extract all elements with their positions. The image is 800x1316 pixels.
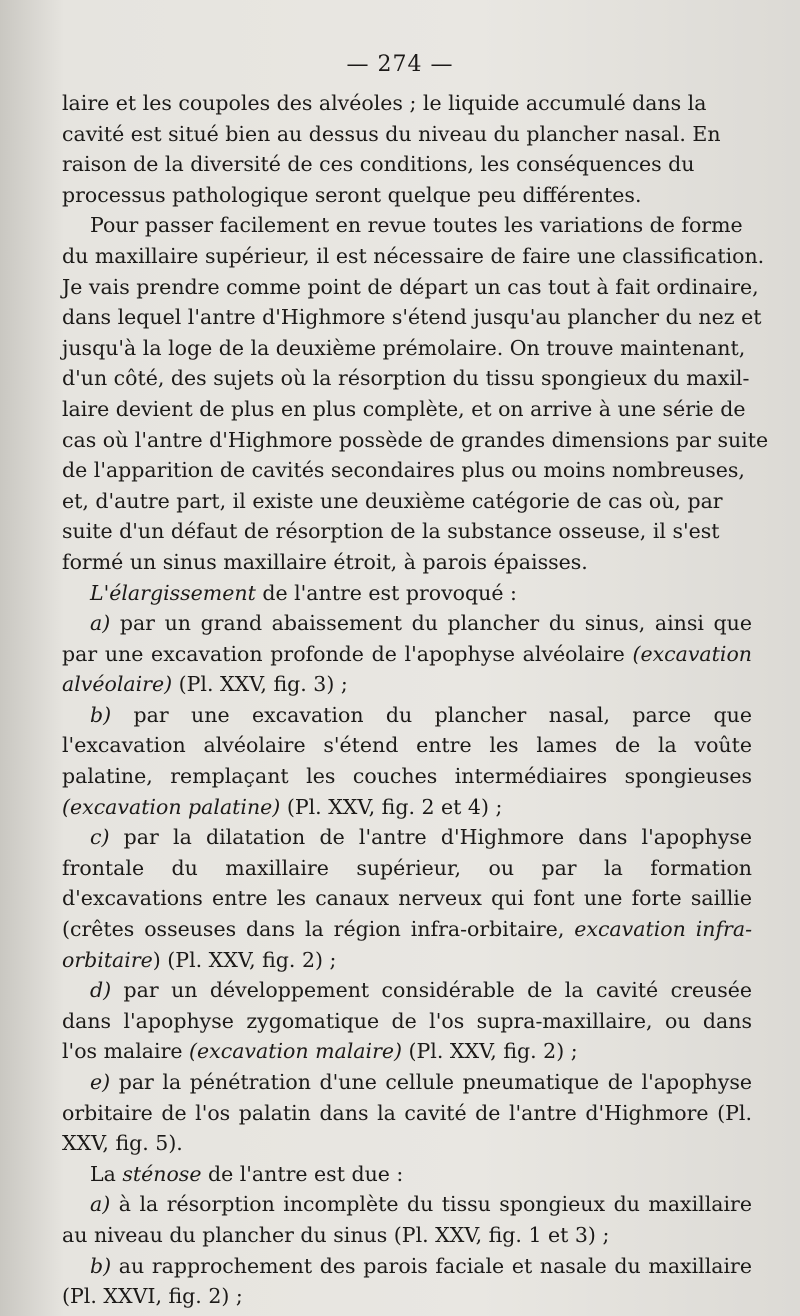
list-item-d xyxy=(62,975,752,1067)
item-letter: c) xyxy=(90,825,110,850)
text-run: (Pl. XXV, fig. 3) ; xyxy=(172,672,348,697)
paragraph-elargissement xyxy=(62,578,752,609)
text-line: cavité est situé bien au dessus du niveau du plancher nasal. En xyxy=(62,121,721,146)
text-run: par la pénétration d'une cellule pneumatique de l'apophyse orbitaire de l'os palatin dans la cavité de l'antre d'Highmore (Pl. XXV, fig. 5). xyxy=(62,1070,752,1156)
list-item-b xyxy=(62,700,752,822)
paragraph-1 xyxy=(62,88,752,210)
paragraph-stenose xyxy=(62,1159,752,1190)
text-run: une excavation profonde de l'apophyse alvéolaire xyxy=(104,641,633,666)
text-line: laire et les coupoles des alvéoles ; le liquide accumulé dans la xyxy=(62,91,707,115)
text-line: raison de la diversité de ces conditions, les conséquences du xyxy=(62,152,695,177)
text-run: (Pl. XXV, fig. 2) ; xyxy=(402,1039,578,1064)
page-number: — 274 — xyxy=(346,52,454,77)
list-item-c xyxy=(62,822,752,975)
item-letter: a) xyxy=(90,1192,111,1217)
italic-term: (excavation alvéolaire) xyxy=(62,641,752,697)
italic-term: excavation infra-orbitaire xyxy=(62,917,752,972)
italic-term: (excavation palatine) xyxy=(62,794,281,819)
text-line: du maxillaire supérieur, il est nécessaire de faire une classification. xyxy=(62,243,765,268)
list-item-a xyxy=(62,608,752,700)
text-run: au rapprochement des parois faciale et nasale du maxillaire (Pl. XXVI, fig. 2) ; xyxy=(62,1253,752,1309)
text-run: par un grand abaissement du plancher du sinus, ainsi que par xyxy=(62,611,752,666)
page-body xyxy=(62,88,769,1312)
text-line: cas où l'antre d'Highmore possède de grandes dimensions par suite xyxy=(62,427,769,452)
text-line: et, d'autre part, il existe une deuxième catégorie de cas où, par xyxy=(62,488,723,513)
item-letter: b) xyxy=(90,1253,112,1278)
text-line: laire devient de plus en plus complète, et on arrive à une série de xyxy=(62,396,746,421)
text-run: par la dilatation de l'antre d'Highmore dans l'apophyse frontale du maxillaire supérieur, ou par la formation d'excavations entre les canaux nerveux qui font une forte saillie (crêtes osseuses dans la région infra-orbitaire, xyxy=(62,825,752,942)
list-item-a2 xyxy=(62,1189,752,1250)
item-letter: b) xyxy=(90,702,112,727)
text-line: de l'apparition de cavités secondaires plus ou moins nombreuses, xyxy=(62,458,745,483)
text-run: à la résorption incomplète du tissu spongieux du maxillaire au niveau du plancher du sinus (Pl. XXV, fig. 1 et 3) ; xyxy=(62,1192,752,1247)
text-line: Pour passer facilement en revue toutes les variations de forme xyxy=(90,213,743,238)
text-run: de l'antre est provoqué : xyxy=(255,580,517,605)
list-item-e xyxy=(62,1067,752,1159)
text-line: dans lequel l'antre d'Highmore s'étend jusqu'au plancher du nez et xyxy=(62,305,762,330)
paragraph-2 xyxy=(62,210,769,577)
list-item-b2 xyxy=(62,1251,752,1312)
text-line: processus pathologique seront quelque peu différentes. xyxy=(62,182,642,207)
item-letter: a) xyxy=(90,611,111,636)
item-letter: d) xyxy=(90,978,112,1003)
italic-term: sténose xyxy=(122,1161,202,1186)
text-line: d'un côté, des sujets où la résorption du tissu spongieux du maxil- xyxy=(62,366,750,391)
text-run: La xyxy=(90,1161,123,1186)
text-run: par une excavation du plancher nasal, parce que l'excavation alvéolaire s'étend entre les lames de la voûte palatine, remplaçant les couches intermédiaires spongieuses xyxy=(62,702,752,789)
italic-term: (excavation malaire) xyxy=(189,1039,402,1064)
text-line: Je vais prendre comme point de départ un cas tout à fait ordinaire, xyxy=(62,274,759,299)
text-run: ) (Pl. XXV, fig. 2) ; xyxy=(152,947,337,972)
text-run: (Pl. XXV, fig. 2 et 4) ; xyxy=(280,794,503,819)
text-run: de l'antre est due : xyxy=(201,1161,404,1186)
text-line: suite d'un défaut de résorption de la substance osseuse, il s'est xyxy=(62,519,720,544)
text-run: par un développement considérable de la cavité creusée dans l'apophyse zygomatique de l'os supra-maxillaire, ou dans l'os malaire xyxy=(62,978,752,1064)
item-letter: e) xyxy=(90,1070,111,1094)
text-line: jusqu'à la loge de la deuxième prémolaire. On trouve maintenant, xyxy=(62,335,746,360)
text-line: formé un sinus maxillaire étroit, à parois épaisses. xyxy=(62,549,588,574)
italic-term: L'élargissement xyxy=(90,580,256,605)
